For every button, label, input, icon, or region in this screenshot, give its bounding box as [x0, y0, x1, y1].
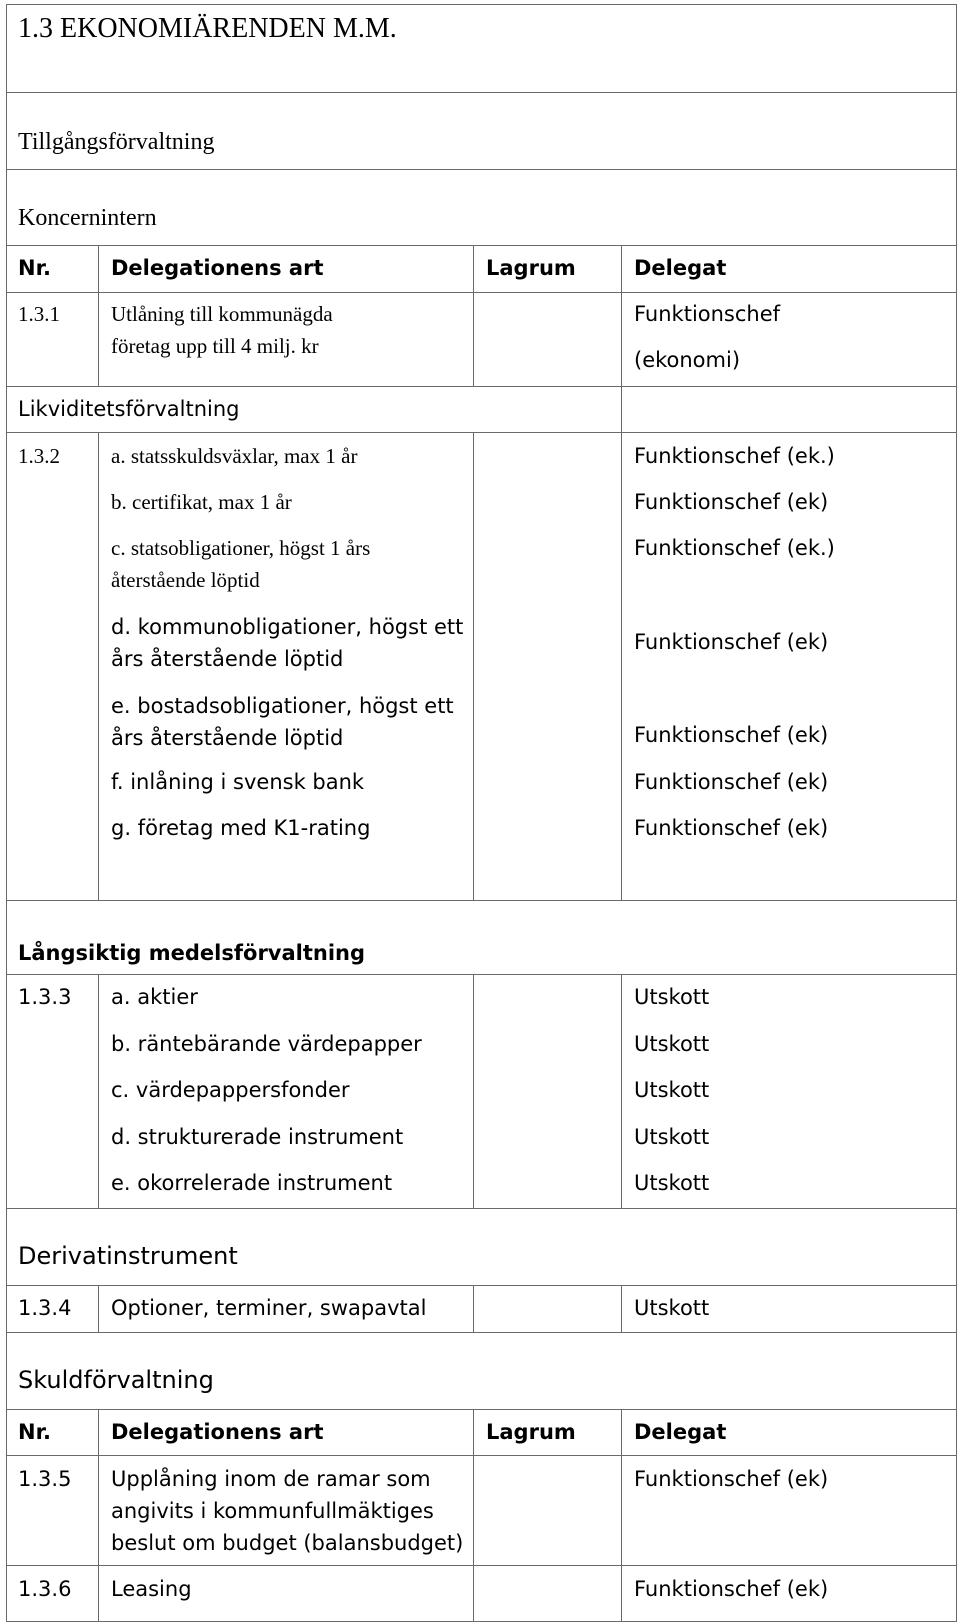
- row-delegat: Utskott: [634, 1171, 710, 1195]
- col-separator: [621, 245, 622, 432]
- divider: [6, 1208, 957, 1209]
- section-heading: Långsiktig medelsförvaltning: [18, 941, 366, 965]
- row-number: 1.3.2: [18, 444, 60, 468]
- divider: [6, 1409, 957, 1410]
- row-delegat: Utskott: [634, 985, 710, 1009]
- column-header-lagrum: Lagrum: [486, 256, 576, 280]
- table-border-top: [6, 4, 957, 5]
- list-item: a. statsskuldsväxlar, max 1 år: [111, 444, 358, 468]
- list-item: års återstående löptid: [111, 647, 344, 671]
- row-delegat: Utskott: [634, 1125, 710, 1149]
- divider: [6, 1285, 957, 1286]
- divider: [6, 1455, 957, 1456]
- list-item: f. inlåning i svensk bank: [111, 770, 365, 794]
- col-separator: [473, 1409, 474, 1622]
- section-heading: Skuldförvaltning: [18, 1366, 214, 1394]
- row-text: Leasing: [111, 1577, 192, 1601]
- list-item: g. företag med K1-rating: [111, 816, 371, 840]
- row-number: 1.3.4: [18, 1296, 72, 1320]
- col-separator: [621, 974, 622, 1208]
- row-text: Utlåning till kommunägda: [111, 302, 333, 326]
- list-item: b. räntebärande värdepapper: [111, 1032, 422, 1056]
- row-text: Optioner, terminer, swapavtal: [111, 1296, 427, 1320]
- list-item: b. certifikat, max 1 år: [111, 490, 292, 514]
- row-delegat: Utskott: [634, 1296, 710, 1320]
- divider: [6, 386, 957, 387]
- section-heading: Tillgångsförvaltning: [18, 129, 215, 155]
- table-border-left: [6, 4, 7, 1622]
- row-delegat: Funktionschef (ek): [634, 1467, 829, 1491]
- divider: [6, 1332, 957, 1333]
- divider: [6, 974, 957, 975]
- column-header-delegat: Delegat: [634, 256, 727, 280]
- divider: [6, 1565, 957, 1566]
- row-delegat: Funktionschef (ek): [634, 1577, 829, 1601]
- subsection-heading: Likviditetsförvaltning: [18, 397, 240, 421]
- column-header-art: Delegationens art: [111, 256, 324, 280]
- divider: [6, 92, 957, 93]
- table-border-right: [956, 4, 957, 1622]
- row-number: 1.3.5: [18, 1467, 72, 1491]
- row-delegat: Funktionschef (ek.): [634, 536, 835, 560]
- row-delegat: Funktionschef (ek): [634, 490, 829, 514]
- col-separator: [473, 1285, 474, 1332]
- divider: [6, 169, 957, 170]
- row-number: 1.3.6: [18, 1577, 72, 1601]
- row-delegat: Funktionschef (ek): [634, 630, 829, 654]
- row-delegat: Utskott: [634, 1032, 710, 1056]
- col-separator: [473, 245, 474, 386]
- list-item: återstående löptid: [111, 568, 260, 592]
- col-separator: [621, 1409, 622, 1622]
- list-item: d. strukturerade instrument: [111, 1125, 404, 1149]
- row-number: 1.3.3: [18, 985, 72, 1009]
- column-header-nr: Nr.: [18, 256, 51, 280]
- row-delegat: Funktionschef: [634, 302, 781, 326]
- row-delegat: Funktionschef (ek): [634, 816, 829, 840]
- col-separator: [98, 432, 99, 900]
- row-text: angivits i kommunfullmäktiges: [111, 1499, 434, 1523]
- col-separator: [98, 245, 99, 386]
- list-item: c. värdepappersfonder: [111, 1078, 350, 1102]
- col-separator: [98, 1285, 99, 1332]
- divider: [6, 432, 957, 433]
- col-separator: [98, 1409, 99, 1622]
- col-separator: [473, 432, 474, 900]
- column-header-nr: Nr.: [18, 1420, 51, 1444]
- section-heading: Derivatinstrument: [18, 1242, 238, 1270]
- list-item: d. kommunobligationer, högst ett: [111, 615, 464, 639]
- list-item: års återstående löptid: [111, 726, 344, 750]
- col-separator: [621, 432, 622, 900]
- list-item: e. bostadsobligationer, högst ett: [111, 694, 454, 718]
- col-separator: [98, 974, 99, 1208]
- row-delegat: (ekonomi): [634, 348, 741, 372]
- list-item: c. statsobligationer, högst 1 års: [111, 536, 371, 560]
- row-delegat: Utskott: [634, 1078, 710, 1102]
- divider: [6, 245, 957, 246]
- row-delegat: Funktionschef (ek.): [634, 444, 835, 468]
- delegation-document: [6, 4, 957, 1622]
- row-delegat: Funktionschef (ek): [634, 770, 829, 794]
- list-item: a. aktier: [111, 985, 198, 1009]
- column-header-delegat: Delegat: [634, 1420, 727, 1444]
- row-number: 1.3.1: [18, 302, 60, 326]
- col-separator: [621, 1285, 622, 1332]
- row-text: företag upp till 4 milj. kr: [111, 334, 319, 358]
- column-header-lagrum: Lagrum: [486, 1420, 576, 1444]
- page-title: 1.3 EKONOMIÄRENDEN M.M.: [18, 13, 397, 44]
- row-text: Upplåning inom de ramar som: [111, 1467, 431, 1491]
- subsection-heading: Koncernintern: [18, 205, 157, 231]
- col-separator: [473, 974, 474, 1208]
- table-border-bottom: [6, 1621, 957, 1622]
- row-delegat: Funktionschef (ek): [634, 723, 829, 747]
- divider: [6, 900, 957, 901]
- row-text: beslut om budget (balansbudget): [111, 1531, 464, 1555]
- column-header-art: Delegationens art: [111, 1420, 324, 1444]
- list-item: e. okorrelerade instrument: [111, 1171, 393, 1195]
- divider: [6, 292, 957, 293]
